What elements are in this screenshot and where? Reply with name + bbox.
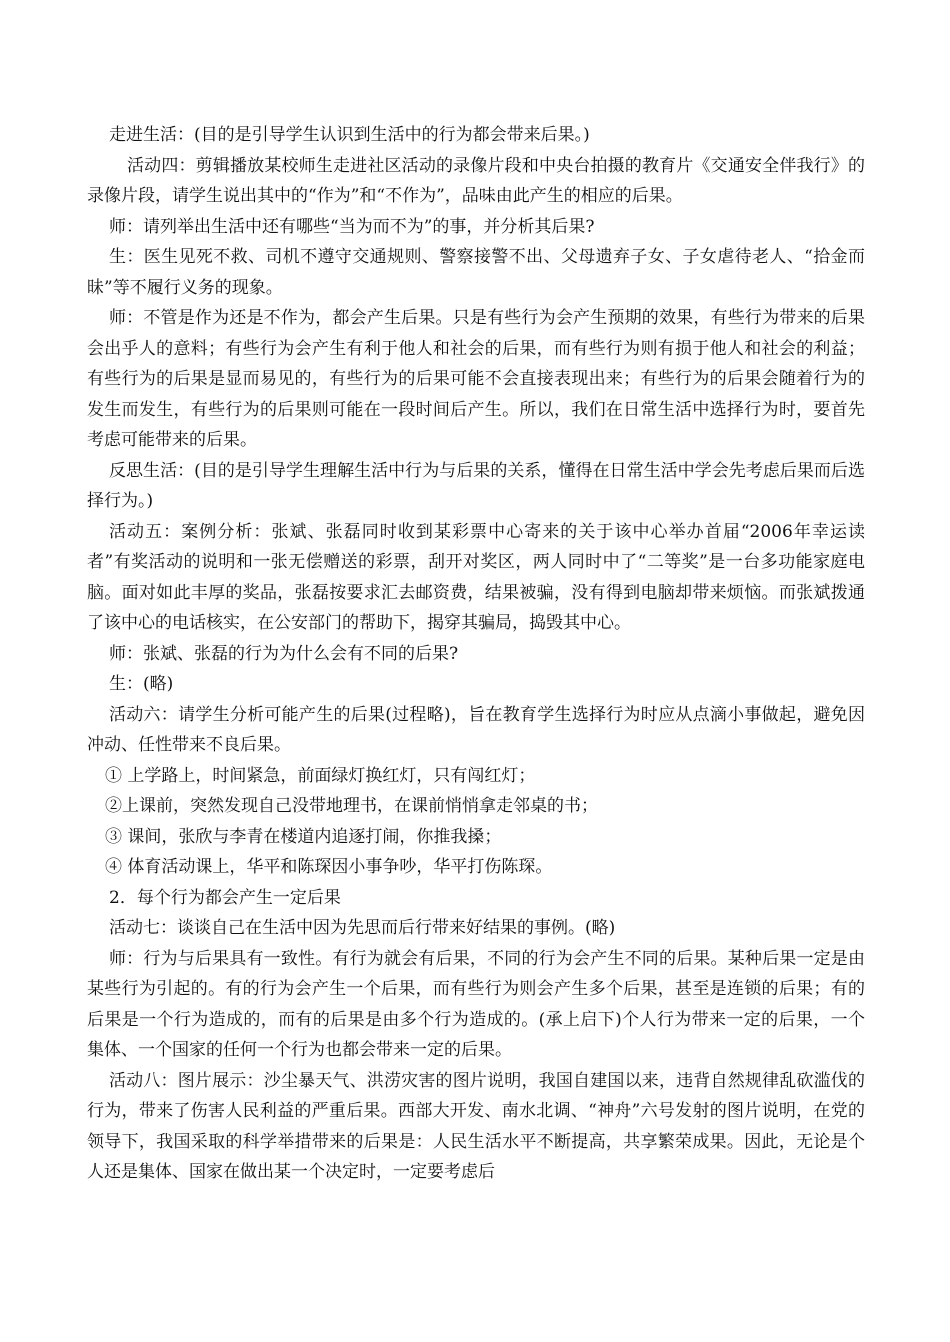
document-body (87, 120, 865, 1188)
paragraph-teacher-explanation-2: 师：行为与后果具有一致性。有行为就会有后果，不同的行为会产生不同的后果。某种后果一定是由某些行为引起的。有的行为会产生一个后果，而有些行为则会产生多个后果，甚至是连锁的后果；有的后果是一个行为造成的，而有的后果是由多个行为造成的。(承上启下)个人行为带来一定的后果，一个集体、一个国家的任何一个行为也都会带来一定的后果。 (87, 948, 865, 1060)
paragraph-section-heading-reflect: 反思生活：(目的是引导学生理解生活中行为与后果的关系，懂得在日常生活中学会先考虑后果而后选择行为。) (87, 460, 865, 511)
list-item-3: ③ 课间，张欣与李青在楼道内追逐打闹，你推我搡； (105, 826, 502, 847)
paragraph-student-answer-1: 生：医生见死不救、司机不遵守交通规则、警察接警不出、父母遗弃子女、子女虐待老人、“拾金而昧”等不履行义务的现象。 (87, 247, 865, 298)
paragraph-teacher-explanation-1: 师：不管是作为还是不作为，都会产生后果。只是有些行为会产生预期的效果，有些行为带来的后果会出乎人的意料；有些行为会产生有利于他人和社会的后果，而有些行为则有损于他人和社会的利益；有些行为的后果是显而易见的，有些行为的后果可能不会直接表现出来；有些行为的后果会随着行为的发生而发生，有些行为的后果则可能在一段时间后产生。所以，我们在日常生活中选择行为时，要首先考虑可能带来的后果。 (87, 308, 865, 450)
paragraph-activity-5: 活动五：案例分析：张斌、张磊同时收到某彩票中心寄来的关于该中心举办首届“2006年幸运读者”有奖活动的说明和一张无偿赠送的彩票，刮开对奖区，两人同时中了“二等奖”是一台多功能家庭电脑。面对如此丰厚的奖品，张磊按要求汇去邮资费，结果被骗，没有得到电脑却带来烦恼。而张斌拨通了该中心的电话核实，在公安部门的帮助下，揭穿其骗局，捣毁其中心。 (87, 521, 865, 633)
paragraph-activity-8: 活动八：图片展示：沙尘暴天气、洪涝灾害的图片说明，我国自建国以来，违背自然规律乱砍滥伐的行为，带来了伤害人民利益的严重后果。西部大开发、南水北调、“神舟”六号发射的图片说明，在党的领导下，我国采取的科学举措带来的后果是：人民生活水平不断提高，共享繁荣成果。因此，无论是个人还是集体、国家在做出某一个决定时，一定要考虑后 (87, 1070, 865, 1182)
paragraph-activity-4: 活动四：剪辑播放某校师生走进社区活动的录像片段和中央台拍摄的教育片《交通安全伴我行》的录像片段，请学生说出其中的“作为”和“不作为”，品味由此产生的相应的后果。 (87, 155, 865, 206)
paragraph-activity-7: 活动七：谈谈自己在生活中因为先思而后行带来好结果的事例。(略) (109, 918, 616, 938)
paragraph-activity-6: 活动六：请学生分析可能产生的后果(过程略)，旨在教育学生选择行为时应从点滴小事做起，避免因冲动、任性带来不良后果。 (87, 704, 865, 755)
paragraph-teacher-question-1: 师：请列举出生活中还有哪些“当为而不为”的事，并分析其后果? (109, 216, 595, 237)
list-item-1: ① 上学路上，时间紧急，前面绿灯换红灯，只有闯红灯； (105, 765, 536, 786)
paragraph-teacher-question-2: 师：张斌、张磊的行为为什么会有不同的后果? (109, 643, 459, 664)
paragraph-section-heading-life: 走进生活：(目的是引导学生认识到生活中的行为都会带来后果。) (109, 125, 590, 145)
paragraph-subheading-2: 2．每个行为都会产生一定后果 (109, 887, 341, 908)
paragraph-student-answer-2: 生：(略) (109, 674, 174, 694)
list-item-4: ④ 体育活动课上，华平和陈琛因小事争吵，华平打伤陈琛。 (105, 857, 553, 877)
list-item-2: ②上课前，突然发现自己没带地理书，在课前悄悄拿走邻桌的书； (105, 796, 598, 816)
